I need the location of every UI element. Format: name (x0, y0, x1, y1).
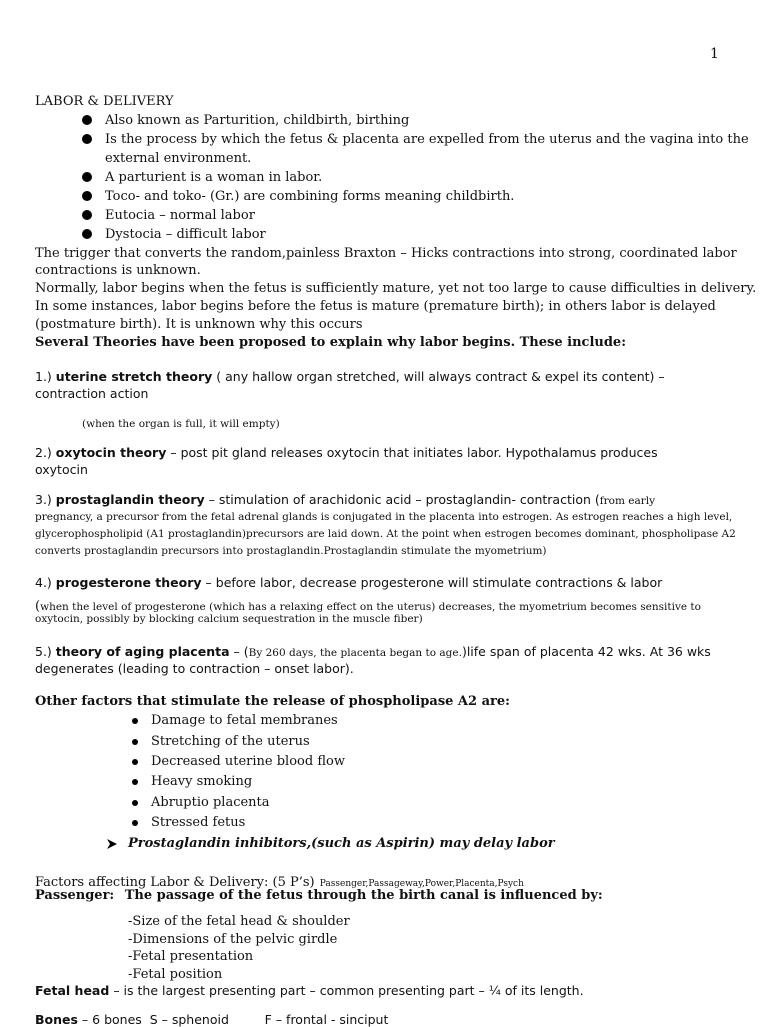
theory-5 (35, 644, 711, 659)
theory-number: 1.) (35, 369, 52, 384)
passenger-item: -Size of the fetal head & shoulder (128, 914, 350, 929)
theory-text: ( any hallow organ stretched, will always contract & expel its content) – (216, 369, 665, 384)
section-heading: Other factors that stimulate the release of phospholipase A2 are: (35, 694, 510, 709)
theory-text: – ( (233, 644, 249, 659)
theory-text: – stimulation of arachidonic acid – prostaglandin- contraction ( (208, 492, 600, 507)
bullet-icon (132, 759, 138, 765)
bullet-item-continuation: external environment. (105, 151, 252, 166)
theory-note: By 260 days, the placenta began to age. (248, 647, 462, 659)
bones-line (35, 1012, 388, 1027)
paragraph-line: The trigger that converts the random,painless Braxton – Hicks contractions into strong, coordinated labor (35, 246, 737, 261)
theory-3 (35, 492, 655, 507)
paragraph-line: contractions is unknown. (35, 263, 201, 278)
bullet-item: A parturient is a woman in labor. (105, 170, 323, 185)
fetal-head-text: – is the largest presenting part – common presenting part – ¼ of its length. (113, 983, 584, 998)
factor-item: Decreased uterine blood flow (151, 754, 345, 769)
theory-2 (35, 445, 658, 460)
theory-number: 5.) (35, 644, 52, 659)
theory-note: when the level of progesterone (which has a relaxing effect on the uterus) decreases, the myometrium becomes sensitive to (40, 601, 701, 613)
fetal-head-line (35, 983, 584, 998)
document-title: LABOR & DELIVERY (35, 94, 174, 109)
paragraph-line: Normally, labor begins when the fetus is sufficiently mature, yet not too large to cause difficulties in delivery. (35, 281, 757, 296)
factor-item: Damage to fetal membranes (151, 713, 338, 728)
passenger-item: -Fetal position (128, 967, 223, 982)
theory-name: oxytocin theory (55, 445, 167, 460)
fetal-head-label: Fetal head (35, 983, 110, 998)
passenger-text: The passage of the fetus through the birth canal is influenced by: (124, 888, 603, 903)
theory-text: )life span of placenta 42 wks. At 36 wks (461, 644, 711, 659)
theory-note-line: oxytocin, possibly by blocking calcium sequestration in the muscle fiber) (35, 613, 423, 625)
bones-text: – 6 bones S – sphenoid F – frontal - sinciput (81, 1012, 389, 1027)
theory-note-line: (when the level of progesterone (which has a relaxing effect on the uterus) decreases, the myometrium becomes sensitive to (35, 599, 701, 614)
bullet-item: Dystocia – difficult labor (105, 227, 266, 242)
theory-note-line: pregnancy, a precursor from the fetal adrenal glands is conjugated in the placenta into estrogen. As estrogen reaches a high level, (35, 511, 733, 523)
bullet-icon (82, 210, 92, 220)
theory-name: progesterone theory (55, 575, 202, 590)
bullet-item: Also known as Parturition, childbirth, birthing (105, 113, 410, 128)
theory-4 (35, 575, 662, 590)
theory-text-continuation: contraction action (35, 386, 149, 401)
bullet-item: Toco- and toko- (Gr.) are combining forms meaning childbirth. (105, 189, 515, 204)
theory-1 (35, 369, 665, 384)
theory-name: prostaglandin theory (55, 492, 205, 507)
section-heading: Several Theories have been proposed to explain why labor begins. These include: (35, 335, 626, 350)
theory-text-continuation: oxytocin (35, 462, 88, 477)
factor-item: Stretching of the uterus (151, 734, 310, 749)
bullet-item: Is the process by which the fetus & placenta are expelled from the uterus and the vagina into the (105, 132, 749, 147)
factor-item: Abruptio placenta (151, 795, 270, 810)
five-ps-text: Factors affecting Labor & Delivery: (5 P’s) (35, 875, 315, 890)
bullet-icon (132, 820, 138, 826)
bullet-icon (82, 134, 92, 144)
theory-note: (when the organ is full, it will empty) (82, 418, 280, 430)
page-number: 1 (710, 46, 719, 62)
arrow-note: Prostaglandin inhibitors,(such as Aspirin) may delay labor (128, 836, 555, 851)
bullet-icon (82, 115, 92, 125)
passenger-item: -Fetal presentation (128, 949, 254, 964)
bullet-icon (132, 779, 138, 785)
paragraph-line: In some instances, labor begins before the fetus is mature (premature birth); in others labor is delayed (35, 299, 716, 314)
passenger-label: Passenger: (35, 888, 115, 903)
bones-label: Bones (35, 1012, 78, 1027)
theory-text: – post pit gland releases oxytocin that initiates labor. Hypothalamus produces (170, 445, 658, 460)
theory-note: from early (599, 495, 656, 507)
theory-text: – before labor, decrease progesterone will stimulate contractions & labor (205, 575, 663, 590)
five-ps-list: Passenger,Passageway,Power,Placenta,Psych (319, 879, 524, 889)
bullet-icon (82, 172, 92, 182)
paragraph-line: (postmature birth). It is unknown why this occurs (35, 317, 363, 332)
bullet-icon (132, 739, 138, 745)
theory-number: 4.) (35, 575, 52, 590)
theory-number: 3.) (35, 492, 52, 507)
theory-name: uterine stretch theory (55, 369, 213, 384)
theory-number: 2.) (35, 445, 52, 460)
bullet-icon (82, 229, 92, 239)
theory-note-line: converts prostaglandin precursors into prostaglandin.Prostaglandin stimulate the myometrium) (35, 545, 547, 557)
factor-item: Heavy smoking (151, 774, 253, 789)
theory-name: theory of aging placenta (55, 644, 230, 659)
bullet-icon (82, 191, 92, 201)
arrow-bullet-icon (106, 838, 118, 850)
bullet-item: Eutocia – normal labor (105, 208, 255, 223)
theory-note-line: glycerophospholipid (A1 prostaglandin)precursors are laid down. At the point when estrogen becomes dominant, phospholipase A2 (35, 528, 736, 540)
factor-item: Stressed fetus (151, 815, 246, 830)
passenger-item: -Dimensions of the pelvic girdle (128, 932, 338, 947)
bullet-icon (132, 718, 138, 724)
bullet-icon (132, 800, 138, 806)
theory-text-continuation: degenerates (leading to contraction – onset labor). (35, 661, 354, 676)
passenger-line (35, 888, 603, 903)
